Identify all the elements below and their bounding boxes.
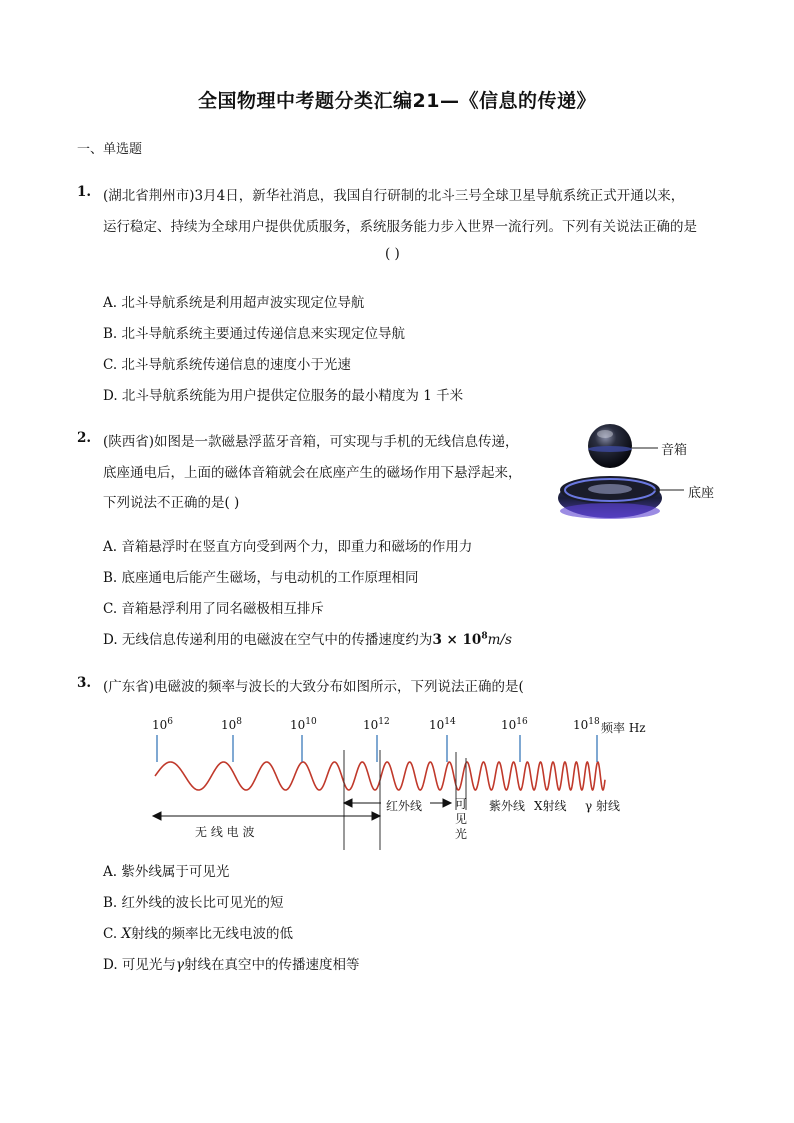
speaker-base [558,476,662,519]
q1-option-b[interactable]: B. 北斗导航系统主要通过传递信息来实现定位导航 [103,326,406,342]
band-label-ultraviolet: 紫外线 [489,799,526,813]
band-label-infrared: 红外线 [386,799,423,813]
freq-label-1e10: $10^{10}$ [290,717,317,732]
band-label-visible: 可 见 光 [455,797,468,841]
section-heading: 一、单选题 [77,142,143,157]
q3-option-c[interactable]: C. X射线的频率比无线电波的低 [103,926,294,942]
freq-label-1e14: $10^{14}$ [429,717,456,732]
maglev-speaker-figure [550,418,740,528]
q2-option-d[interactable] [103,628,512,648]
freq-label-1e16: $10^{16}$ [501,717,528,732]
q3-number: 3. [77,675,92,691]
q3-stem-line1: (广东省)电磁波的频率与波长的大致分布如图所示，下列说法正确的是( [103,679,524,695]
q2-option-a[interactable]: A. 音箱悬浮时在竖直方向受到两个力，即重力和磁场的作用力 [103,539,473,555]
q2-stem-line1: (陕西省)如图是一款磁悬浮蓝牙音箱，可实现与手机的无线信息传递， [103,434,519,450]
q3-option-d[interactable]: D. 可见光与γ射线在真空中的传播速度相等 [103,957,360,973]
q2-option-c[interactable]: C. 音箱悬浮利用了同名磁极相互排斥 [103,601,324,617]
speaker-label: 音箱 [661,443,688,458]
q1-option-c[interactable]: C. 北斗导航系统传递信息的速度小于光速 [103,357,351,373]
frequency-ticks [157,735,597,762]
q3-option-a[interactable]: A. 紫外线属于可见光 [103,864,230,880]
speaker-ball [588,424,632,468]
q2-option-b[interactable]: B. 底座通电后能产生磁场，与电动机的工作原理相同 [103,570,419,586]
q1-option-a[interactable]: A. 北斗导航系统是利用超声波实现定位导航 [103,295,365,311]
q2-option-d-text: D. 无线信息传递利用的电磁波在空气中的传播速度约为 [103,632,433,648]
q1-option-d[interactable]: D. 北斗导航系统能为用户提供定位服务的最小精度为 1 千米 [103,388,464,404]
q2-number: 2. [77,430,92,446]
freq-unit-label: 频率 Hz [601,721,646,735]
base-label: 底座 [688,486,715,501]
speed-unit: m/s [487,632,512,648]
q1-stem-line1: (湖北省荆州市)3月4日，新华社消息，我国自行研制的北斗三号全球卫星导航系统正式开通以来， [103,188,685,204]
freq-label-1e18: $10^{18}$ [573,717,600,732]
freq-label-1e6: $10^6$ [152,717,174,732]
band-label-gamma: γ 射线 [585,799,620,813]
q1-stem-line2: 运行稳定、持续为全球用户提供优质服务，系统服务能力步入世界一流行列。下列有关说法正确的是 [103,219,697,235]
page-title: 全国物理中考题分类汇编21—《信息的传递》 [198,90,596,112]
speed-coefficient: 3 × 10 [432,632,482,648]
band-label-xray: X射线 [534,799,567,813]
freq-label-1e12: $10^{12}$ [363,717,390,732]
q2-stem-line3: 下列说法不正确的是( ) [103,495,240,511]
freq-label-1e8: $10^8$ [221,717,243,732]
speed-exponent: 8 [481,631,488,642]
q3-option-b[interactable]: B. 红外线的波长比可见光的短 [103,895,284,911]
q1-answer-bracket: ( ) [385,246,400,262]
q1-number: 1. [77,184,92,200]
band-label-radio: 无 线 电 波 [195,825,255,839]
q2-stem-line2: 底座通电后，上面的磁体音箱就会在底座产生的磁场作用下悬浮起来， [103,465,522,481]
